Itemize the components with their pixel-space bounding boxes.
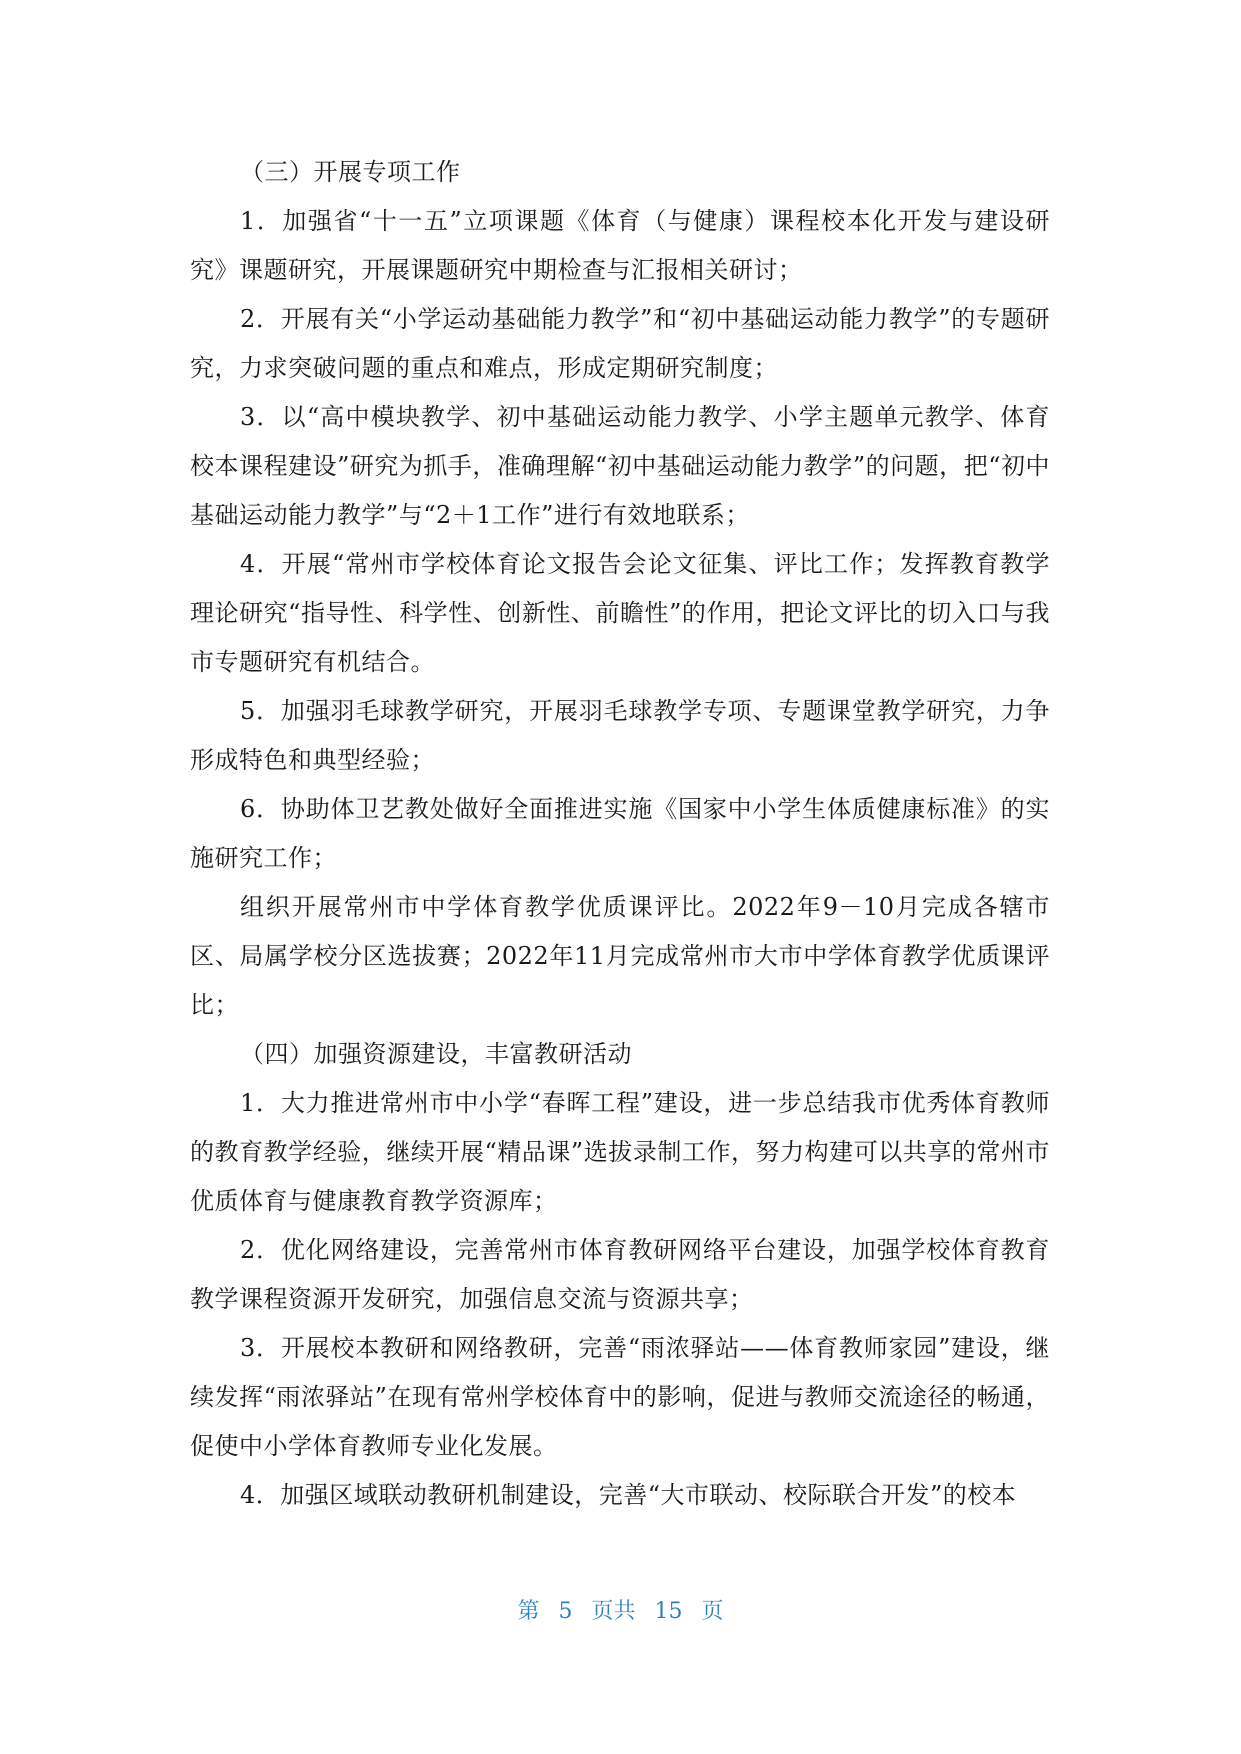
footer-prefix: 第 bbox=[517, 1599, 540, 1624]
paragraph-resource-3: 3．开展校本教研和网络教研，完善“雨浓驿站——体育教师家园”建设，继续发挥“雨浓驿站”在现有常州学校体育中的影响，促进与教师交流途径的畅通，促使中小学体育教师专业化发展。 bbox=[190, 1334, 1050, 1460]
paragraph-resource-2: 2．优化网络建设，完善常州市体育教研网络平台建设，加强学校体育教育教学课程资源开发研究，加强信息交流与资源共享； bbox=[190, 1236, 1050, 1313]
paragraph-item-4: 4．开展“常州市学校体育论文报告会论文征集、评比工作；发挥教育教学理论研究“指导性、科学性、创新性、前瞻性”的作用，把论文评比的切入口与我市专题研究有机结合。 bbox=[190, 550, 1050, 676]
section-heading-3: （三）开展专项工作 bbox=[240, 158, 461, 186]
paragraph-item-1: 1．加强省“十一五”立项课题《体育（与健康）课程校本化开发与建设研究》课题研究，开展课题研究中期检查与汇报相关研讨； bbox=[190, 207, 1050, 284]
footer-current-page: 5 bbox=[558, 1599, 573, 1624]
paragraph-competition: 组织开展常州市中学体育教学优质课评比。2022年9－10月完成各辖市区、局属学校分区选拔赛；2022年11月完成常州市大市中学体育教学优质课评比； bbox=[190, 893, 1050, 1019]
paragraph-item-6: 6．协助体卫艺教处做好全面推进实施《国家中小学生体质健康标准》的实施研究工作； bbox=[190, 795, 1050, 872]
page-number-footer bbox=[0, 1594, 1241, 1625]
document-body bbox=[190, 148, 1050, 1520]
paragraph-item-5: 5．加强羽毛球教学研究，开展羽毛球教学专项、专题课堂教学研究，力争形成特色和典型经验； bbox=[190, 697, 1050, 774]
footer-suffix: 页 bbox=[701, 1599, 724, 1624]
footer-total-pages: 15 bbox=[654, 1599, 683, 1624]
footer-middle: 页共 bbox=[591, 1599, 636, 1624]
section-heading-4: （四）加强资源建设，丰富教研活动 bbox=[240, 1040, 632, 1068]
paragraph-resource-1: 1．大力推进常州市中小学“春晖工程”建设，进一步总结我市优秀体育教师的教育教学经验，继续开展“精品课”选拔录制工作，努力构建可以共享的常州市优质体育与健康教育教学资源库； bbox=[190, 1089, 1050, 1215]
paragraph-item-2: 2．开展有关“小学运动基础能力教学”和“初中基础运动能力教学”的专题研究，力求突破问题的重点和难点，形成定期研究制度； bbox=[190, 305, 1050, 382]
paragraph-resource-4: 4．加强区域联动教研机制建设，完善“大市联动、校际联合开发”的校本 bbox=[240, 1481, 1017, 1509]
paragraph-item-3: 3．以“高中模块教学、初中基础运动能力教学、小学主题单元教学、体育校本课程建设”研究为抓手，准确理解“初中基础运动能力教学”的问题，把“初中基础运动能力教学”与“2＋1工作”进行有效地联系； bbox=[190, 403, 1050, 529]
